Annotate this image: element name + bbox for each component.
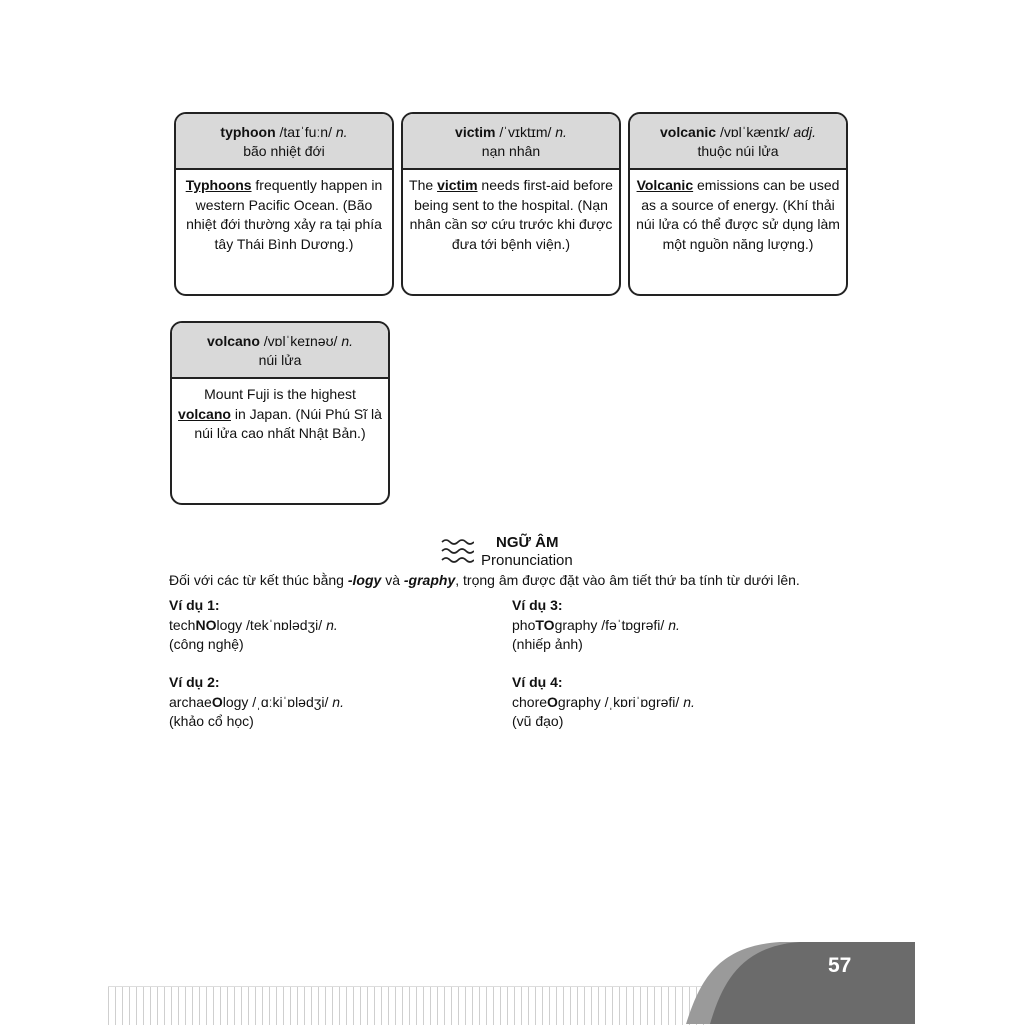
- word-part: logy: [222, 693, 249, 710]
- example-block-1: [169, 596, 338, 655]
- example-heading: Ví dụ 2:: [169, 674, 220, 690]
- example-pos: n.: [332, 693, 344, 710]
- card-word: volcanic: [660, 124, 717, 140]
- example-ipa: /tekˈnɒlədʒi/: [246, 616, 323, 633]
- example-word: [512, 616, 680, 636]
- example-text: emissions can be used as a source of energy. (Khí thải núi lửa có thể được sử dụng làm một nguồn năng lượng.): [636, 177, 840, 252]
- card-ipa: /ˈvɪktɪm/: [499, 124, 552, 140]
- card-header: [176, 114, 392, 170]
- example-block-3: [512, 596, 680, 655]
- word-part: archae: [169, 693, 212, 710]
- example-heading: Ví dụ 4:: [512, 674, 563, 690]
- wave-icon: [440, 535, 474, 569]
- card-header: [403, 114, 619, 170]
- card-word: victim: [455, 124, 496, 140]
- card-pos: adj.: [793, 124, 816, 140]
- card-ipa: /vɒlˈkænɪk/: [719, 124, 790, 140]
- example-word: [169, 616, 338, 636]
- card-pos: n.: [335, 124, 348, 140]
- example-meaning: (công nghệ): [169, 636, 244, 652]
- card-meaning: thuộc núi lửa: [697, 143, 779, 159]
- section-title: NGỮ ÂM: [496, 534, 559, 551]
- example-text: The: [409, 177, 438, 193]
- card-word: typhoon: [220, 124, 276, 140]
- word-part: logy: [216, 616, 243, 633]
- word-part: graphy: [554, 616, 598, 633]
- card-meaning: nạn nhân: [481, 143, 541, 159]
- page-number: 57: [828, 954, 852, 977]
- example-text: Mount Fuji is the highest: [204, 386, 356, 402]
- example-keyword: victim: [437, 177, 478, 193]
- card-example: [630, 170, 846, 260]
- footer-page-tab: [0, 940, 1024, 1024]
- example-meaning: (khảo cổ học): [169, 713, 254, 729]
- example-pos: n.: [668, 616, 680, 633]
- rule-text: Đối với các từ kết thúc bằng: [169, 572, 348, 588]
- word-part: graphy: [557, 693, 601, 710]
- example-meaning: (nhiếp ảnh): [512, 636, 583, 652]
- card-meaning: núi lửa: [258, 352, 302, 368]
- vocab-card-volcano: [170, 321, 390, 505]
- example-block-4: [512, 673, 695, 732]
- vocab-card-typhoon: [174, 112, 394, 296]
- card-meaning: bão nhiệt đới: [243, 143, 325, 159]
- example-pos: n.: [683, 693, 695, 710]
- word-part: tech: [169, 616, 196, 633]
- word-part: chore: [512, 693, 548, 710]
- card-pos: n.: [341, 333, 353, 349]
- example-text: needs first-aid before being sent to the hospital. (Nạn nhân cần sơ cứu trước khi được đưa tới bệnh viện.): [409, 177, 613, 252]
- stressed-syllable: TO: [535, 616, 555, 633]
- example-keyword: volcano: [178, 405, 231, 422]
- rule-text: , trọng âm được đặt vào âm tiết thứ ba tính từ dưới lên.: [455, 572, 800, 588]
- example-text: frequently happen in western Pacific Ocean. (Bão nhiệt đới thường xảy ra tại phía tây Thái Bình Dương.): [186, 177, 383, 252]
- example-ipa: /fəˈtɒɡrəfi/: [601, 616, 665, 633]
- example-word: [512, 693, 695, 713]
- word-part: pho: [512, 616, 536, 633]
- pronunciation-rule: [169, 572, 800, 588]
- example-heading: Ví dụ 1:: [169, 597, 220, 613]
- example-ipa: /ˌkɒriˈɒɡrəfi/: [604, 693, 680, 710]
- card-header: [172, 323, 388, 379]
- example-ipa: /ˌɑːkiˈɒlədʒi/: [252, 693, 329, 710]
- suffix-graphy: -graphy: [403, 572, 456, 588]
- card-pos: n.: [555, 124, 567, 140]
- section-subtitle: Pronunciation: [481, 552, 573, 569]
- card-ipa: /taɪˈfuːn/: [279, 124, 332, 140]
- example-text: in Japan. (Núi Phú Sĩ là núi lửa cao nhất Nhật Bản.): [194, 405, 382, 441]
- card-ipa: /vɒlˈkeɪnəʊ/: [263, 333, 338, 349]
- example-word: [169, 693, 344, 713]
- example-keyword: Typhoons: [185, 177, 252, 193]
- vocab-card-victim: [401, 112, 621, 296]
- stressed-syllable: O: [547, 693, 558, 710]
- card-example: [172, 379, 388, 450]
- card-example: [403, 170, 619, 260]
- card-word: volcano: [206, 333, 260, 349]
- example-meaning: (vũ đạo): [512, 713, 564, 729]
- vocab-card-volcanic: [628, 112, 848, 296]
- rule-text: và: [381, 572, 404, 588]
- example-heading: Ví dụ 3:: [512, 597, 563, 613]
- suffix-logy: -logy: [347, 572, 382, 588]
- card-example: [176, 170, 392, 260]
- card-header: [630, 114, 846, 170]
- stressed-syllable: O: [211, 693, 223, 710]
- example-pos: n.: [326, 616, 338, 633]
- example-block-2: [169, 673, 344, 732]
- stressed-syllable: NO: [195, 616, 217, 633]
- example-keyword: Volcanic: [636, 177, 694, 193]
